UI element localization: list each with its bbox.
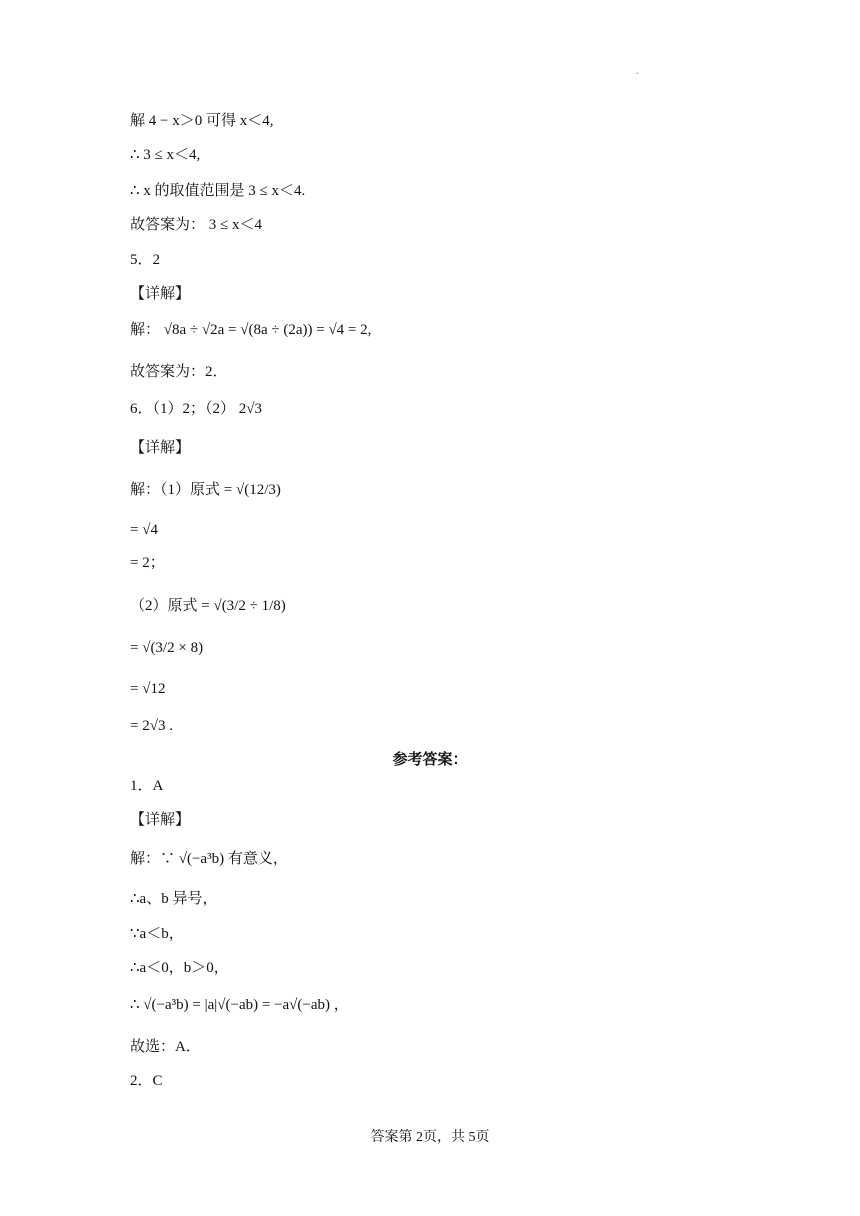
- text-line: 故答案为： 3 ≤ x＜4: [130, 217, 262, 233]
- question-number: 2．C: [130, 1073, 163, 1089]
- solution-line: = 2；: [130, 555, 165, 571]
- solution-line: = √(3/2 × 8): [130, 640, 204, 656]
- solution-line: ∵a＜b，: [130, 926, 184, 942]
- answer-line: 故选：A．: [130, 1039, 201, 1055]
- solution-line: （2）原式 = √(3/2 ÷ 1/8): [130, 598, 286, 614]
- solution-line: 解： √8a ÷ √2a = √(8a ÷ (2a)) = √4 = 2,: [130, 322, 372, 338]
- solution-line: ∴ √(−a³b) = |a|√(−ab) = −a√(−ab) ，: [130, 997, 349, 1013]
- question-number: 1．A: [130, 778, 164, 794]
- page-mark: .: [636, 66, 639, 77]
- text-line: ∴ 3 ≤ x＜4,: [130, 147, 201, 163]
- section-title: 参考答案：: [392, 752, 468, 768]
- solution-line: ∴a＜0，b＞0，: [130, 960, 229, 976]
- question-number: 5．2: [130, 252, 161, 268]
- answer-line: 故答案为：2．: [130, 364, 228, 380]
- solution-line: = √4: [130, 522, 158, 538]
- text-line: ∴ x 的取值范围是 3 ≤ x＜4.: [130, 183, 306, 199]
- text-line: 解 4 − x＞0 可得 x＜4,: [130, 113, 274, 129]
- solution-line: = √12: [130, 681, 166, 697]
- detail-heading: 【详解】: [130, 286, 191, 302]
- detail-heading: 【详解】: [130, 440, 191, 456]
- solution-line: = 2√3 .: [130, 718, 173, 734]
- page-footer: 答案第 2页，共 5页: [370, 1130, 490, 1145]
- solution-line: 解：（1）原式 = √(12/3): [130, 482, 281, 498]
- solution-line: 解：∵ √(−a³b) 有意义，: [130, 851, 288, 867]
- question-number: 6．（1）2；（2） 2√3: [130, 401, 262, 417]
- solution-line: ∴a、b 异号，: [130, 891, 218, 907]
- detail-heading: 【详解】: [130, 812, 191, 828]
